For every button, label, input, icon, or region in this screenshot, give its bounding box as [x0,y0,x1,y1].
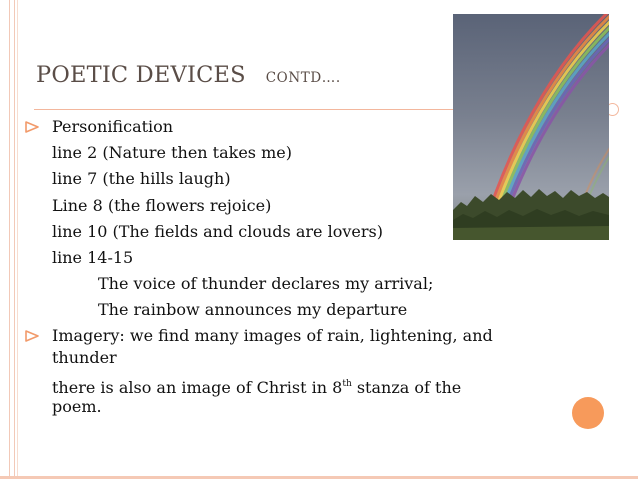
title-sub: CONTD…. [265,70,341,86]
quote-line: The rainbow announces my departure [98,300,408,319]
line-text: there is also an image of Christ in 8 [52,378,343,397]
title-main: POETIC DEVICES [36,62,246,88]
rainbow-photo [453,14,609,240]
body-line: thunder [52,348,117,367]
decorative-dot [572,397,604,429]
quote-line: The voice of thunder declares my arrival; [98,274,434,293]
left-accent-line [14,0,15,479]
line-text: stanza of the [351,378,462,397]
body-line: line 2 (Nature then takes me) [52,143,292,162]
body-line: line 7 (the hills laugh) [52,169,231,188]
bullet-text: Imagery: we find many images of rain, lightening, and [52,326,493,345]
body-line [52,374,461,398]
body-line: line 14-15 [52,248,134,267]
bullet-text: Personification [52,117,174,136]
left-accent-line [9,0,10,479]
superscript: th [342,379,352,389]
body-line: Line 8 (the flowers rejoice) [52,196,272,215]
bullet-icon [25,330,39,342]
body-line: poem. [52,397,102,416]
body-line: line 10 (The fields and clouds are lovers) [52,222,383,241]
bullet-icon [25,121,39,133]
slide-title [36,62,341,102]
left-accent-line [17,0,18,479]
